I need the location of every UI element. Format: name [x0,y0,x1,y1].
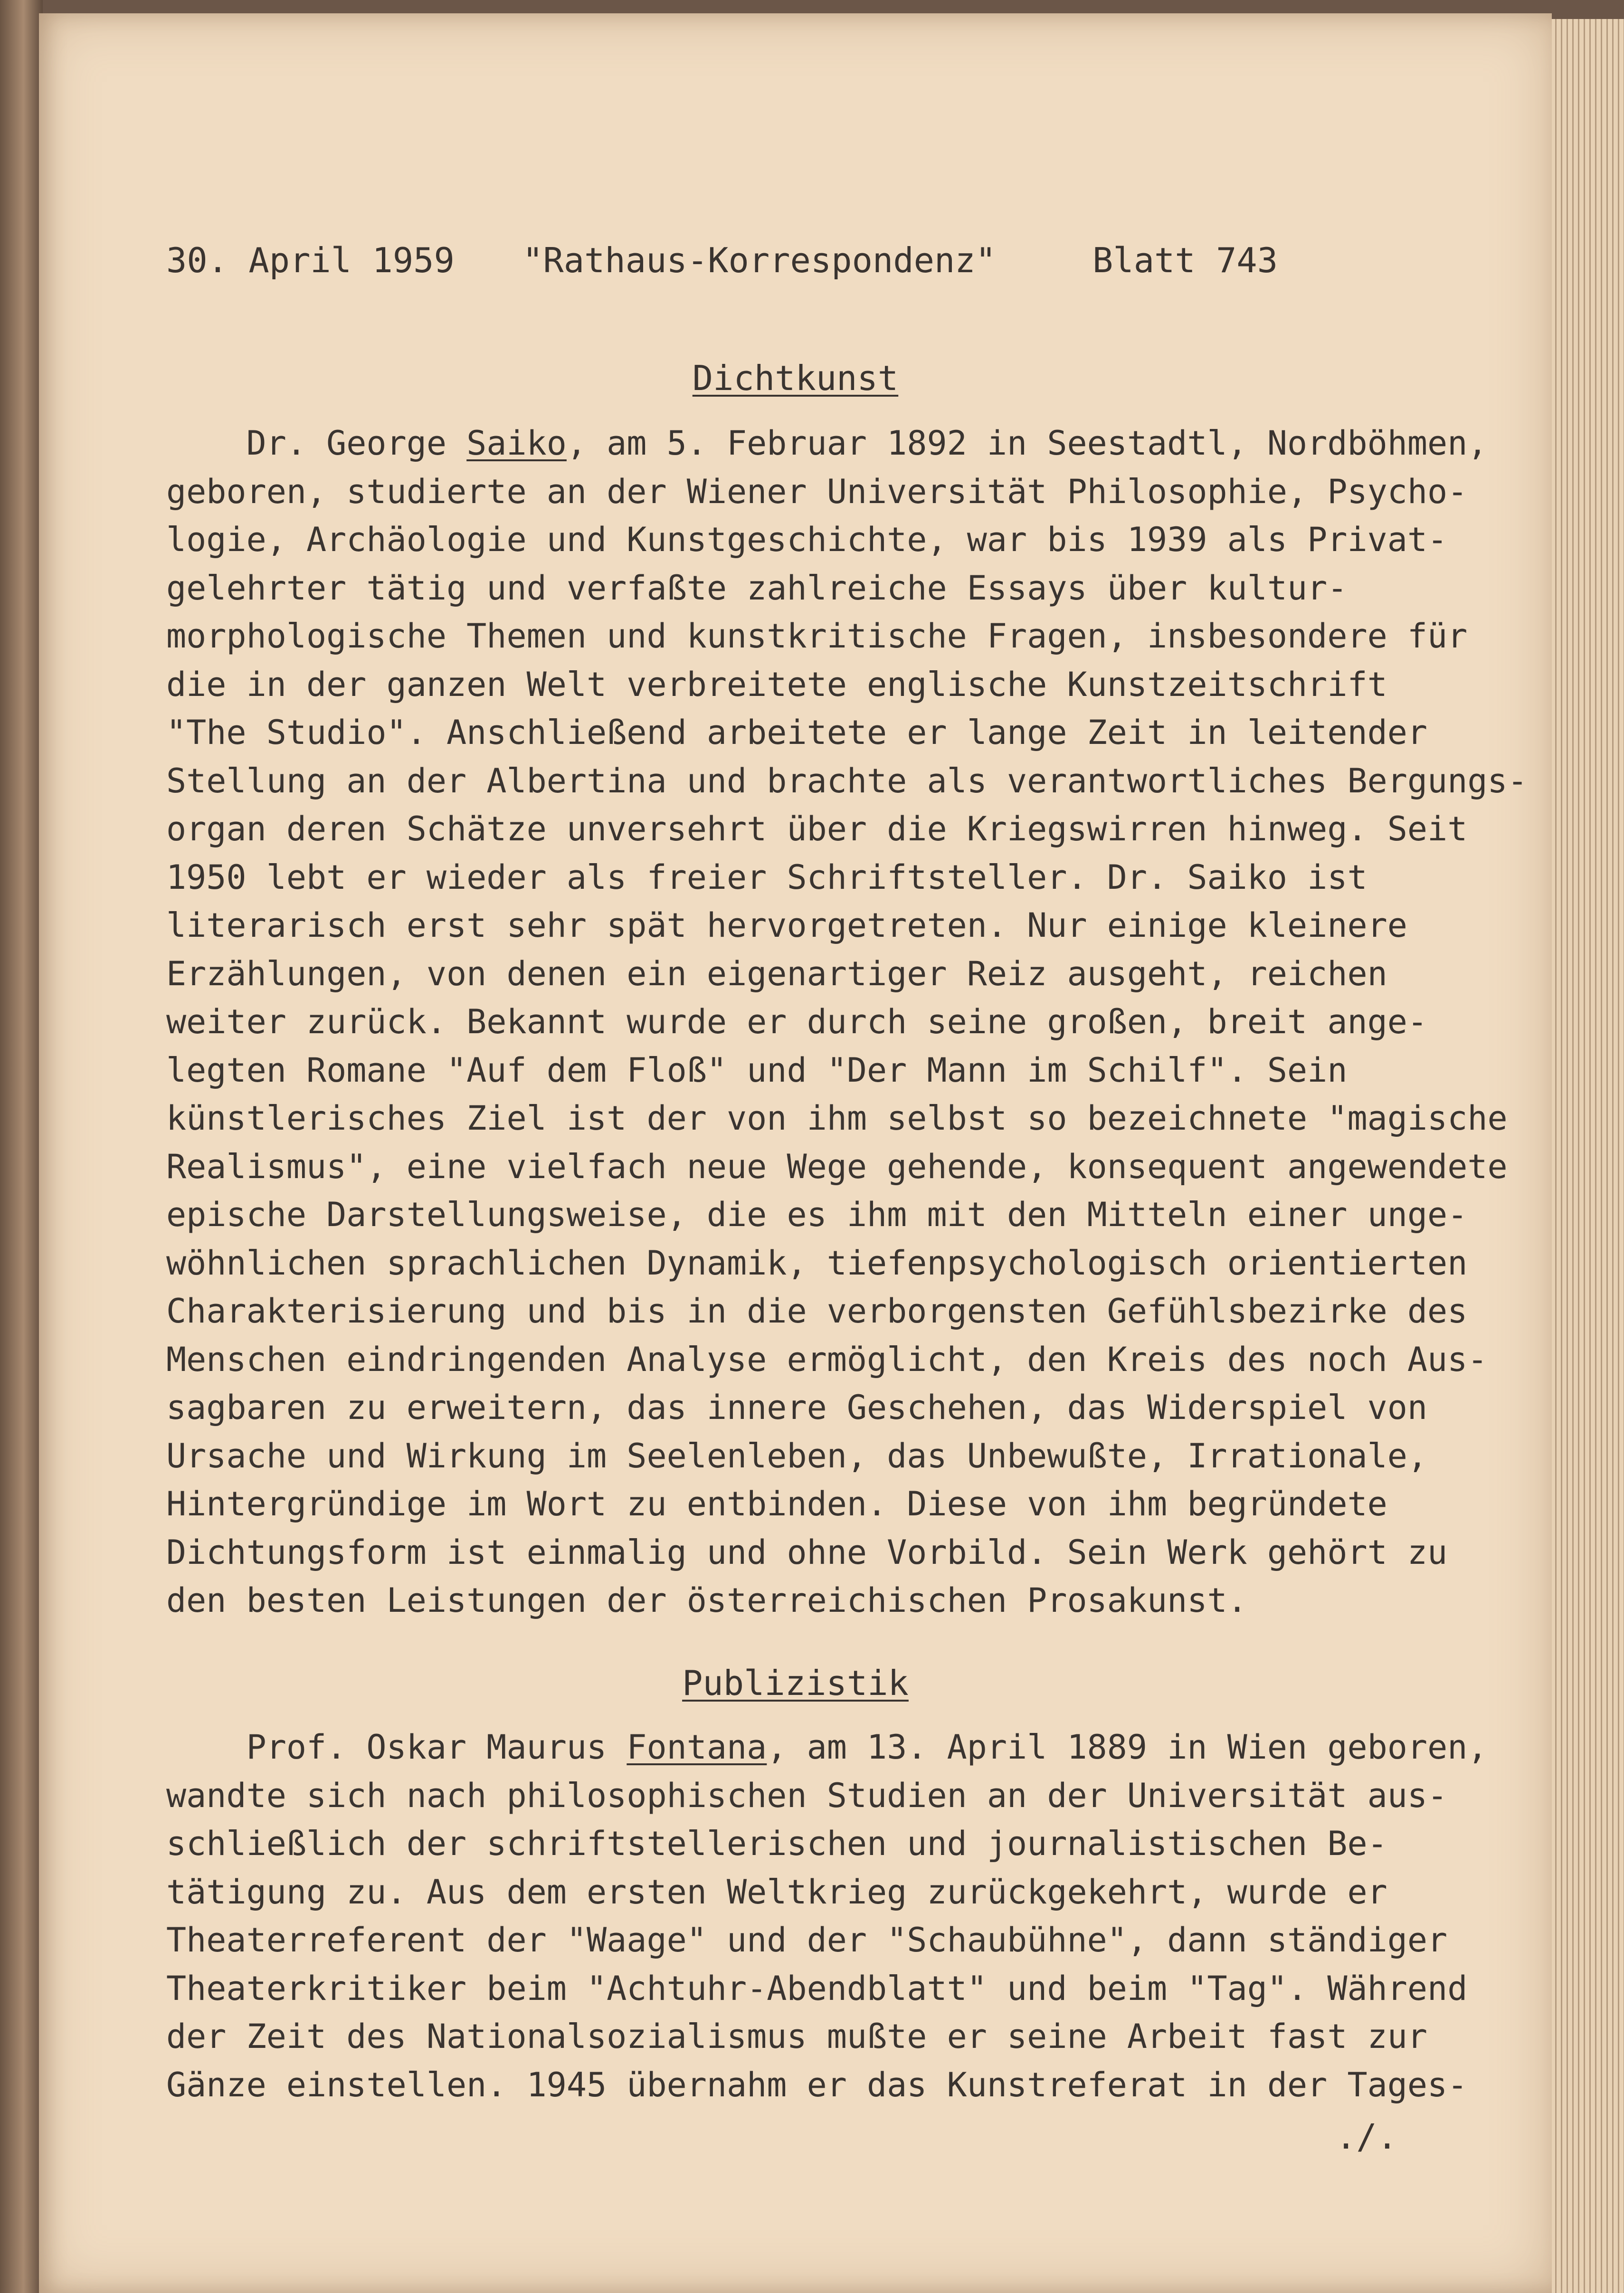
text-run: "The Studio". Anschließend arbeitete er lange Zeit in leitender [166,713,1428,752]
text-run: Stellung an der Albertina und brachte als verantwortliches Bergungs- [166,761,1528,800]
text-run: sagbaren zu erweitern, das innere Geschehen, das Widerspiel von [166,1388,1428,1427]
text-line [166,1239,1496,1288]
text-run: Charakterisierung und bis in die verborgensten Gefühlsbezirke des [166,1292,1468,1331]
underlined-name: Fontana [627,1728,767,1767]
underlined-name: Saiko [466,424,567,463]
text-run: Menschen eindringenden Analyse ermöglicht, den Kreis des noch Aus- [166,1340,1488,1379]
text-line [166,661,1496,709]
text-line [166,854,1496,902]
paragraph-saiko [166,419,1528,1625]
text-line [166,419,1496,468]
text-run: Erzählungen, von denen ein eigenartiger Reiz ausgeht, reichen [166,954,1387,993]
text-line [166,1384,1496,1432]
header-sheet-number: Blatt 743 [1092,240,1278,280]
text-line [166,1336,1496,1384]
text-run: wöhnlichen sprachlichen Dynamik, tiefenpsychologisch orientierten [166,1243,1468,1283]
text-line [166,1577,1496,1625]
text-line [166,1868,1496,1917]
text-run: schließlich der schriftstellerischen und journalistischen Be- [166,1824,1387,1863]
text-line [166,1820,1496,1868]
text-line [166,1772,1496,1820]
text-run: gelehrter tätig und verfaßte zahlreiche Essays über kultur- [166,568,1348,608]
text-line [166,950,1496,999]
text-run: logie, Archäologie und Kunstgeschichte, war bis 1939 als Privat- [166,520,1448,559]
text-line [166,998,1496,1047]
text-line [166,757,1528,806]
text-line [166,2013,1496,2061]
text-line [166,516,1496,564]
page-content [39,13,1552,2293]
text-run: organ deren Schätze unversehrt über die Kriegswirren hinweg. Seit [166,809,1468,848]
text-run: den besten Leistungen der österreichischen Prosakunst. [166,1581,1247,1620]
text-run: Dichtungsform ist einmalig und ohne Vorbild. Sein Werk gehört zu [166,1532,1448,1572]
text-run: epische Darstellungsweise, die es ihm mit den Mitteln einer unge- [166,1195,1468,1234]
continuation-mark: ./. [1336,2117,1398,2157]
text-run: Theaterreferent der "Waage" und der "Schaubühne", dann ständiger [166,1921,1448,1960]
text-run: Theaterkritiker beim "Achtuhr-Abendblatt" und beim "Tag". Während [166,1969,1468,2008]
text-run: Realismus", eine vielfach neue Wege gehende, konsequent angewendete [166,1147,1508,1186]
header-date: 30. April 1959 [166,240,455,280]
text-line [166,564,1496,613]
text-line [166,1529,1496,1577]
text-line [166,1916,1496,1965]
text-run: der Zeit des Nationalsozialismus mußte er seine Arbeit fast zur [166,2017,1428,2056]
text-line [166,805,1496,854]
facing-page-edge [0,0,43,2293]
text-line [166,1480,1496,1529]
text-run: legten Romane "Auf dem Floß" und "Der Mann im Schilf". Sein [166,1050,1348,1090]
text-line [166,468,1496,516]
text-run: , am 5. Februar 1892 in Seestadtl, Nordböhmen, [566,424,1488,463]
document-page [39,13,1552,2293]
text-run: Dr. George [166,424,467,463]
text-line [166,709,1496,757]
text-run: Ursache und Wirkung im Seelenleben, das Unbewußte, Irrationale, [166,1436,1428,1475]
text-run: , am 13. April 1889 in Wien geboren, [767,1728,1488,1767]
text-run: literarisch erst sehr spät hervorgetreten. Nur einige kleinere [166,906,1407,945]
text-run: geboren, studierte an der Wiener Universität Philosophie, Psycho- [166,472,1468,511]
section-heading-dichtkunst: Dichtkunst [692,358,899,398]
text-line [166,612,1496,661]
text-line [166,1723,1496,1772]
page-header [166,232,1354,289]
text-line [166,1432,1496,1481]
text-run: Gänze einstellen. 1945 übernahm er das Kunstreferat in der Tages- [166,2065,1468,2104]
text-run: 1950 lebt er wieder als freier Schriftsteller. Dr. Saiko ist [166,857,1368,897]
text-line [166,1287,1496,1336]
text-line [166,1094,1508,1143]
section-heading-publizistik: Publizistik [682,1663,909,1703]
text-line [166,2061,1496,2110]
text-line [166,902,1496,950]
page-stack-edge [1551,19,1624,2293]
text-run: die in der ganzen Welt verbreitete englische Kunstzeitschrift [166,665,1387,704]
paragraph-fontana [166,1723,1496,2109]
text-run: morphologische Themen und kunstkritische Fragen, insbesondere für [166,617,1468,656]
text-run: Prof. Oskar Maurus [166,1728,627,1767]
text-line [166,1143,1508,1191]
text-line [166,1965,1496,2013]
text-run: wandte sich nach philosophischen Studien an der Universität aus- [166,1776,1448,1815]
text-run: weiter zurück. Bekannt wurde er durch seine großen, breit ange- [166,1002,1428,1041]
text-line [166,1191,1496,1239]
text-run: Hintergründige im Wort zu entbinden. Diese von ihm begründete [166,1484,1387,1523]
text-run: künstlerisches Ziel ist der von ihm selbst so bezeichnete "magische [166,1099,1508,1138]
header-publication: "Rathaus-Korrespondenz" [522,240,996,280]
text-run: tätigung zu. Aus dem ersten Weltkrieg zurückgekehrt, wurde er [166,1872,1387,1912]
text-line [166,1047,1496,1095]
